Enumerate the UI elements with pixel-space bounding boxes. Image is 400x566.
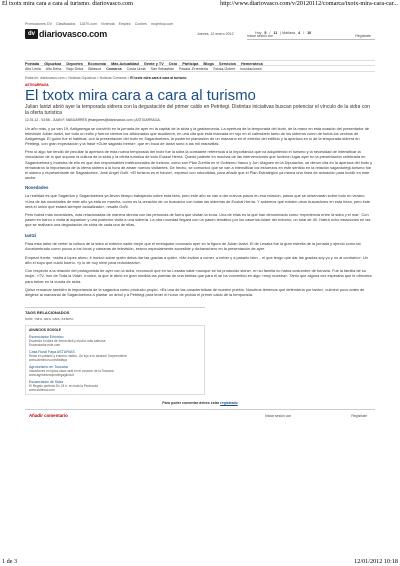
logo-name: diariovasco.com — [39, 29, 108, 39]
weather-sep-icon: / — [303, 31, 305, 35]
weather-sep-icon: | — [280, 31, 282, 35]
breadcrumb-current: El txotx mira cara a cara al turismo — [130, 76, 187, 80]
breadcrumb-prefix: Estás en: — [25, 76, 40, 80]
ad-title[interactable]: Escanciador de Sidra — [29, 380, 64, 385]
nav-item-ocio[interactable]: Ocio — [168, 62, 178, 66]
article-paragraph: Un año más, y ya van 19, Astigarraga se convirtió en la jornada de ayer en la capital de la sidra y la gastronomía. La apertura de la temporada del txotx, de la mano en esta ocasión del presentador de televisión Julian Iantzi, fue todo un éxito y fueron cientos los aficionados que acudieron, en una cita que está marcada en rojo en el calendario tanto de los sidreros como de todos los vecinos de Astigarraga. El guión fue el habitual, con la presentación del txotx en Sagardoetxea, la posterior plantación de un manzano en el exterior del edificio y la apertura en sí de la temporada sidrera en Petritegi, con gran expectación y la frase «Gure sagardo berria», que en boca de Iantzi sonó a las mil maravillas. — [25, 125, 370, 146]
print-header — [0, 0, 400, 8]
subnav-item[interactable]: Tolosa-Goierri — [212, 67, 236, 71]
weather-today-label: Hoy — [255, 31, 262, 35]
print-footer — [0, 558, 400, 566]
subnav-item[interactable]: Pasaia -Errenteria — [178, 67, 208, 71]
nav-item-hemeroteca[interactable]: Hemeroteca — [241, 62, 263, 66]
comment-bar — [25, 409, 375, 419]
sub-nav — [25, 66, 375, 72]
top-link[interactable]: Vivienda — [100, 22, 115, 26]
article-paragraph: Pero si algo fue tendió de peculiar la apertura de esta nueva temporada del txotx fue la sidra la constante referencia a la importancia que va adquiriendo el turismo y la necesidad de intensificar la vinculación de lo que supone la cultura de la sidra y la oferta turística de todo Euskal Herria. Quedó patente en muchas de las intervenciones que tuvieron lugar ayer en la presentación celebrada en Sagardoetxea y muestra de ello es que dos responsables institucionales de turismo, como son Pilar Zorrilla en el Gobierno Vasco y Jon Ulaguen en la Diputación, se dieron cita en la apertura del txotx y remarcaron la importancia de la oferta sidrera a la hora de atraer nuevos visitantes. De hecho, se comunicó que se van a intensificar los esfuerzos en este sentido en la relación sagardotegi-turismo fue el sidrero y representante de Sagardoetxe, José Angel Goñi. «El turismo es el futuro», expresó con rotundidad, para añadir que el Plan Estratégico ya marca una línea de actuación para incidir en este sector. — [25, 149, 373, 180]
ad-desc: El Regalo perfecto En 24 h. en toda la Península — [29, 384, 98, 389]
ad-item[interactable] — [29, 365, 201, 377]
ad-url[interactable]: www.agriturismopodergagliola.it — [29, 373, 74, 378]
subnav-item[interactable]: Alto Urola — [25, 67, 41, 71]
nav-item-gipuzkoa[interactable]: Gipuzkoa — [44, 62, 62, 66]
article-paragraph: La realidad es que Sagardun y Sagardoetxea ya llevan tiempo trabajando sobre esta idea, pero este año se van a dar nuevos pasos en esa relación, pasos que se observarán sobre todo en verano. «Una de las novedades de este año ya está en marcha, como es la creación de un buscador con todas las sidrerías de Euskal Herria. Y sabemos que existen otros buscadores en esta línea, pero éste será el único que estará siempre actualizado», resaltó Goñi. — [25, 193, 371, 209]
subnav-item[interactable]: Costa Urola — [126, 67, 146, 71]
article-paragraph: Para esta labor de verter la cultura de la sidra al exterior nadie mejor que el embajador coronado ayer en la figura de Julian Iantzi. El de Lesaka fue la gran estrella de la jornada y ejerció como tal. Acostumbrado como pocos a los focos y cámaras de televisión, estuvo especialmente accesible y dicharachero en la presentación de ayer. — [25, 241, 362, 252]
breadcrumb — [25, 76, 375, 80]
site-logo[interactable] — [25, 28, 107, 40]
ad-item[interactable] — [29, 350, 201, 362]
article-paragraph: Con respecto a la relación del protagonista de ayer con la sidra, reconoció que en su Lesaka natal «aunque se ha producido sidra», en su familia no había costumbre de tomarla. Fue la familia de su mujer, «TV, Irun de Toda la Vida», ironizó, la que le abrió en gran medida las puertas de una bebida que para él se ha convertido en algo «muy nuestra». Tanto que alguna vez esperaba que le ofreciera para beber en la cuarta de sidra. — [25, 268, 372, 284]
tags-heading: TAGS RELACIONADOS — [25, 307, 205, 315]
subnav-item[interactable]: Bajo Deba — [66, 67, 84, 71]
nav-item-participa[interactable]: Participa — [182, 62, 199, 66]
ad-desc: Vacaciones en típica casa rural en el corazón de la Toscana — [29, 369, 114, 374]
nav-item-blogs[interactable]: Blogs — [203, 62, 214, 66]
ad-title[interactable]: Escenciador Eléctrico — [29, 335, 64, 340]
page — [25, 10, 375, 556]
ad-desc: Relax en palacio y entorno rústico. Un lujo a tu alcance Sorprendente — [29, 354, 127, 359]
nav-item-deportes[interactable]: Deportes — [66, 62, 83, 66]
related-tags — [25, 307, 205, 321]
weather-tomorrow-hi: 4 — [298, 31, 301, 35]
ad-url[interactable]: www.sidrinna.com — [29, 388, 55, 393]
tags-list[interactable]: txotx, mira, cara, cara, turismo — [25, 317, 74, 322]
top-links — [25, 22, 375, 26]
register-link[interactable]: Regístrate — [355, 34, 371, 38]
article-title: El txotx mira cara a cara al turismo — [25, 87, 256, 104]
top-link[interactable]: Coches — [134, 22, 147, 26]
section-heading: Novedades — [25, 184, 49, 190]
nav-item-servicios[interactable]: Servicios — [219, 62, 236, 66]
ad-title[interactable]: Casa Rural Faya ASTURIAS — [29, 350, 75, 355]
ad-item[interactable] — [29, 380, 201, 392]
nav-item-portada[interactable]: Portada — [25, 62, 40, 66]
article-subtitle: Julian Iantzi abrió ayer la temporada sidrera con la degustación del primer caldo en Petritegi. Distintas iniciativas buscan potenciar el vínculo de la sidra con la oferta turística — [25, 104, 370, 116]
ad-url[interactable]: Escanciador.eole.com — [29, 343, 61, 348]
print-page-title: El txotx mira cara a cara al turismo. diariovasco.com — [2, 0, 133, 7]
comment-register-button[interactable]: Regístrate — [351, 414, 367, 419]
current-date: Jueves, 12 enero 2012 — [197, 32, 234, 36]
article-paragraph: Quiso remarcar también la importancia de la sagardoa como producto propio. «Es una de las características de nuestro pueblo. Nosotros tenemos que defenderla por tanto», culminó poco antes de dirigirse al manzanal de Sagardoetxea a plantar un árbol y a Petritegi para tener el honor de probar el primer caldo de la temporada. — [25, 287, 365, 298]
subnav-item[interactable]: San Sebastián — [150, 67, 174, 71]
weather-tomorrow-label: Mañana — [282, 31, 296, 35]
login-link[interactable]: Iniciar sesión con — [247, 34, 274, 38]
article-paragraph: Empezó fuerte, «sidra a lopez ahmo, é ironizó sobre quién debía dar las gracias a quién. «Me invitan a comer, a beber y a pasarlo bien... el que tengo que dar las gracias soy yo y no al contrario». Un año el suyo que cuidó bueno. «y lo de hoy sirve para redondearlo». — [25, 254, 368, 265]
section-heading: Iantzi — [25, 232, 37, 238]
weather-today-hi: 5 — [264, 31, 267, 35]
nav-item-mas-actualidad[interactable]: Más Actualidad — [111, 62, 139, 66]
logo-mark: dv — [25, 29, 38, 39]
ad-url[interactable]: www.dominion.com/faltaya — [29, 358, 67, 363]
article-body — [25, 126, 375, 298]
comment-login-note — [25, 401, 375, 405]
top-link[interactable]: Clasificados — [55, 22, 76, 26]
subnav-item[interactable]: Bidasoa — [88, 67, 102, 71]
breadcrumb-path[interactable]: diariovasco.com > Noticias Gipuzkoa > Noticias Comarca > — [40, 76, 130, 80]
google-ads — [25, 325, 205, 395]
top-link[interactable]: 11870.com — [79, 22, 97, 26]
comment-login-link[interactable]: Iniciar sesión con — [265, 414, 292, 419]
top-link[interactable]: Empleo — [118, 22, 131, 26]
weather-sep-icon: / — [269, 31, 271, 35]
article-paragraph: Pero habrá más novedades, más relacionadas de manera directa con las personas de fuera que visitan la zona. Una de ellas es la que han denominado como 'experiencia entre la sidra y el mar'. Con paseo en barco o visita al aquarium y una posterior visita a una sidrería. La otra novedad llegará con un paseo temático por los caseríos-lolaer del entorno, un total de 40. Habrá ocho estaciones en las que se realizará una degustación de sidra de cada una de ellas. — [25, 212, 371, 228]
ad-desc: Escancia tu sidra de forma fácil y mucho más sabrosa — [29, 339, 106, 344]
print-datetime: 12/01/2012 10:18 — [354, 558, 398, 565]
article-kicker: ASTIGARRAGA — [25, 83, 49, 87]
ads-heading: ANUNCIOS GOOGLE — [29, 328, 61, 333]
add-comment-heading[interactable]: Añadir comentario — [29, 413, 68, 419]
article-byline: 12.01.12 - 03:58 - JUAN F. MANJARRÉS jfmanjarres@diariovasco.com | ASTIGARRAGA. — [25, 118, 161, 122]
print-page-number: 1 de 3 — [2, 558, 18, 565]
weather-today-lo: 11 — [273, 31, 278, 35]
comment-note-text: Para poder comentar debes estar — [162, 401, 220, 406]
nav-item-economia[interactable]: Economía — [87, 62, 107, 66]
subnav-item[interactable]: Alto Deba — [45, 67, 62, 71]
comment-register-link[interactable]: registrado — [220, 401, 238, 406]
login-divider — [247, 39, 375, 40]
nav-item-gente-tv[interactable]: Gente y TV — [143, 62, 164, 66]
ad-item[interactable] — [29, 335, 201, 347]
ad-title[interactable]: Agroturismo en Toscana — [29, 365, 68, 370]
print-page-url: http://www.diariovasco.com/v/20120112/comarca/txotx-mira-cara-car... — [220, 0, 398, 7]
weather-tomorrow-lo: 10 — [307, 31, 312, 35]
subnav-item[interactable]: Inundaciones — [240, 67, 262, 71]
top-link[interactable]: Promociones DV — [25, 22, 52, 26]
subnav-item-active[interactable]: Comarca — [106, 67, 122, 71]
top-link[interactable]: mujerhoy.com — [150, 22, 174, 26]
